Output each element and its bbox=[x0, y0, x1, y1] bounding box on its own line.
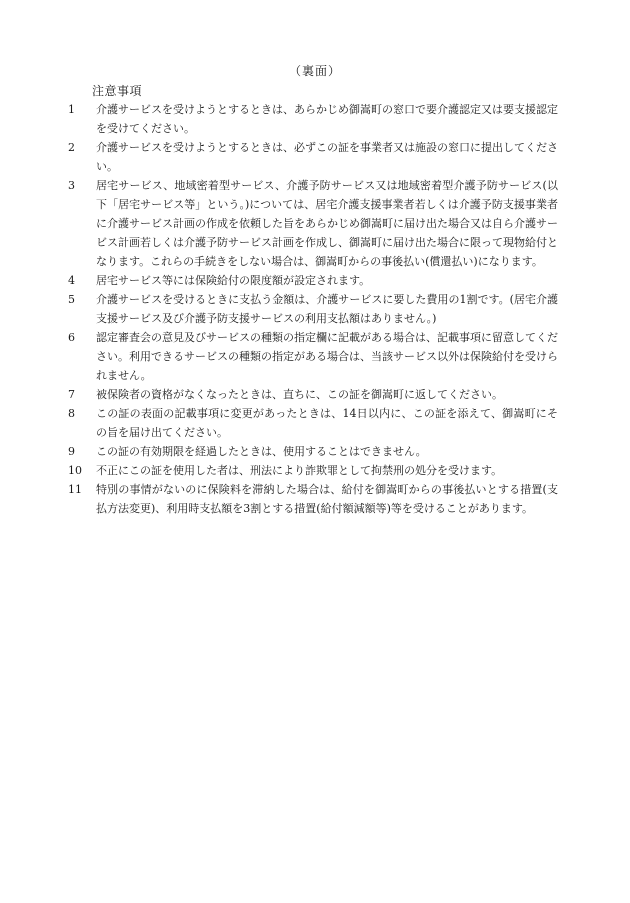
note-number: 1 bbox=[68, 103, 75, 116]
note-number: 9 bbox=[68, 445, 75, 458]
note-item bbox=[68, 100, 558, 138]
note-item bbox=[68, 290, 558, 328]
note-item bbox=[68, 176, 558, 271]
note-text: 特別の事情がないのに保険料を滞納した場合は、給付を御嵩町からの事後払いとする措置(支払方法変更)、利用時支払額を3割とする措置(給付額減額等)等を受けることがあります。 bbox=[96, 483, 558, 515]
note-item bbox=[68, 442, 558, 461]
note-number: 2 bbox=[68, 141, 75, 154]
note-number: 8 bbox=[68, 407, 75, 420]
note-text: 居宅サービス、地域密着型サービス、介護予防サービス又は地域密着型介護予防サービス(以下「居宅サービス等」という。)については、居宅介護支援事業者若しくは介護予防支援事業者に介護サービス計画の作成を依頼した旨をあらかじめ御嵩町に届け出た場合又は自ら介護サービス計画若しくは介護予防サービス計画を作成し、御嵩町に届け出た場合に限って現物給付となります。これらの手続きをしない場合は、御嵩町からの事後払い(償還払い)になります。 bbox=[96, 179, 558, 268]
note-number: 5 bbox=[68, 293, 75, 306]
note-item bbox=[68, 328, 558, 385]
note-text: 居宅サービス等には保険給付の限度額が設定されます。 bbox=[96, 274, 371, 287]
note-text: 認定審査会の意見及びサービスの種類の指定欄に記載がある場合は、記載事項に留意してください。利用できるサービスの種類の指定がある場合は、当該サービス以外は保険給付を受けられません。 bbox=[96, 331, 558, 382]
note-number: 11 bbox=[68, 483, 82, 496]
note-text: 介護サービスを受けようとするときは、あらかじめ御嵩町の窓口で要介護認定又は要支援認定を受けてください。 bbox=[96, 103, 558, 135]
note-text: 不正にこの証を使用した者は、刑法により詐欺罪として拘禁刑の処分を受けます。 bbox=[96, 464, 503, 477]
document-title: （裏面） bbox=[288, 64, 341, 78]
note-item bbox=[68, 271, 558, 290]
note-item bbox=[68, 461, 558, 480]
section-heading: 注意事項 bbox=[92, 84, 143, 98]
note-text: この証の有効期限を経過したときは、使用することはできません。 bbox=[96, 445, 427, 458]
note-number: 6 bbox=[68, 331, 75, 344]
note-text: 介護サービスを受けるときに支払う金額は、介護サービスに要した費用の1割です。(居宅介護支援サービス及び介護予防支援サービスの利用支払額はありません。) bbox=[96, 293, 558, 325]
notes-list bbox=[68, 100, 558, 518]
note-item bbox=[68, 385, 558, 404]
note-text: 被保険者の資格がなくなったときは、直ちに、この証を御嵩町に返してください。 bbox=[96, 388, 503, 401]
note-number: 3 bbox=[68, 179, 75, 192]
note-number: 7 bbox=[68, 388, 75, 401]
note-number: 4 bbox=[68, 274, 75, 287]
note-text: この証の表面の記載事項に変更があったときは、14日以内に、この証を添えて、御嵩町にその旨を届け出てください。 bbox=[96, 407, 558, 439]
note-item bbox=[68, 480, 558, 518]
note-item bbox=[68, 404, 558, 442]
note-number: 10 bbox=[68, 464, 82, 477]
note-text: 介護サービスを受けようとするときは、必ずこの証を事業者又は施設の窓口に提出してください。 bbox=[96, 141, 558, 173]
note-item bbox=[68, 138, 558, 176]
